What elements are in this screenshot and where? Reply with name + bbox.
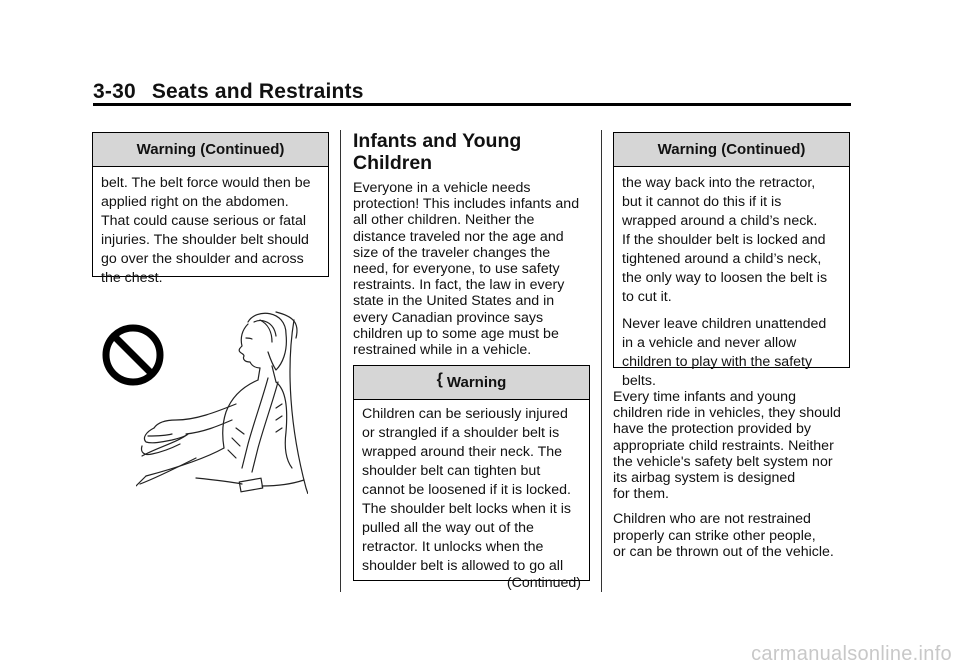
paragraph-line: or can be thrown out of the vehicle. xyxy=(613,543,834,560)
warning-line: injuries. The shoulder belt should xyxy=(101,232,309,248)
warning-line: or strangled if a shoulder belt is xyxy=(362,425,560,441)
paragraph-line: Children who are not restrained xyxy=(613,511,811,528)
right-body-text xyxy=(613,389,858,569)
paragraph-line: restrained while in a vehicle. xyxy=(353,342,532,359)
warning-line: If the shoulder belt is locked and xyxy=(622,232,826,248)
paragraph-line: appropriate child restraints. Neither xyxy=(613,437,834,454)
heading-line: Children xyxy=(353,152,433,174)
column-divider-right xyxy=(601,130,602,592)
paragraph-line: every Canadian province says xyxy=(353,309,544,326)
warning-line: but it cannot do this if it is xyxy=(622,194,782,210)
warning-line: the chest. xyxy=(101,270,163,286)
section-heading xyxy=(353,130,521,174)
seated-person-lap-belt-illustration xyxy=(136,308,308,494)
warning-line: go over the shoulder and across xyxy=(101,251,304,267)
warning-line: cannot be loosened if it is locked. xyxy=(362,482,572,498)
warning-line: tightened around a child’s neck, xyxy=(622,251,822,267)
heading-line: Infants and Young xyxy=(353,130,522,152)
warning-line: shoulder belt can tighten but xyxy=(362,463,541,479)
warning-line: shoulder belt is allowed to go all xyxy=(362,558,564,574)
warning-title-text: Warning xyxy=(446,374,507,391)
warning-line: pulled all the way out of the xyxy=(362,520,534,536)
warning-box-title xyxy=(354,366,589,400)
warning-line: Never leave children unattended xyxy=(622,316,827,332)
warning-line: the only way to loosen the belt is xyxy=(622,270,828,286)
column-divider-left xyxy=(340,130,341,592)
page-number: 3-30 xyxy=(93,80,136,103)
warning-symbol-icon: { xyxy=(436,371,443,388)
warning-box-body xyxy=(354,400,589,601)
paragraph-line: for them. xyxy=(613,486,669,503)
warning-box-continued-left xyxy=(92,132,329,286)
paragraph-line: protection! This includes infants and xyxy=(353,196,580,213)
paragraph-line: distance traveled nor the age and xyxy=(353,228,564,245)
paragraph-line: children ride in vehicles, they should xyxy=(613,405,841,422)
paragraph-line: state in the United States and in xyxy=(353,293,555,310)
intro-paragraph xyxy=(353,180,593,358)
paragraph-line: restraints. In fact, the law in every xyxy=(353,277,565,294)
warning-paragraph xyxy=(622,315,841,391)
paragraph-line: Everyone in a vehicle needs xyxy=(353,180,531,196)
warning-box-title: Warning (Continued) xyxy=(93,133,328,167)
watermark: carmanualsonline.info xyxy=(751,643,952,665)
warning-line: Children can be seriously injured xyxy=(362,406,568,422)
warning-box-title: Warning (Continued) xyxy=(614,133,849,167)
warning-paragraph xyxy=(622,174,841,307)
paragraph-line: need, for everyone, to use safety xyxy=(353,261,560,278)
warning-line: to cut it. xyxy=(622,289,672,305)
warning-line: the way back into the retractor, xyxy=(622,175,816,191)
paragraph-line: properly can strike other people, xyxy=(613,527,816,544)
warning-line: in a vehicle and never allow xyxy=(622,335,797,351)
warning-line: retractor. It unlocks when the xyxy=(362,539,544,555)
warning-line: wrapped around their neck. The xyxy=(362,444,563,460)
section-title: Seats and Restraints xyxy=(151,80,364,103)
warning-line: That could cause serious or fatal xyxy=(101,213,307,229)
continued-label: (Continued) xyxy=(506,575,581,591)
warning-box-body xyxy=(614,167,849,399)
warning-box-continued-right xyxy=(613,132,850,389)
page-header xyxy=(93,80,364,104)
warning-line: applied right on the abdomen. xyxy=(101,194,289,210)
warning-line: children to play with the safety xyxy=(622,354,813,370)
paragraph-line: all other children. Neither the xyxy=(353,212,535,229)
warning-box-children xyxy=(353,365,590,591)
warning-line: The shoulder belt locks when it is xyxy=(362,501,571,517)
body-paragraph xyxy=(613,389,858,502)
warning-line: wrapped around a child’s neck. xyxy=(622,213,818,229)
paragraph-line: the vehicle's safety belt system nor xyxy=(613,453,833,470)
paragraph-line: children up to some age must be xyxy=(353,325,559,342)
warning-line: belt. The belt force would then be xyxy=(101,175,311,191)
header-rule xyxy=(93,103,851,106)
paragraph-line: its airbag system is designed xyxy=(613,470,796,487)
warning-box-body xyxy=(93,167,328,296)
paragraph-line: Every time infants and young xyxy=(613,389,796,405)
body-paragraph xyxy=(613,511,858,560)
warning-line: belts. xyxy=(622,373,656,389)
paragraph-line: have the protection provided by xyxy=(613,421,811,438)
paragraph-line: size of the traveler changes the xyxy=(353,244,551,261)
